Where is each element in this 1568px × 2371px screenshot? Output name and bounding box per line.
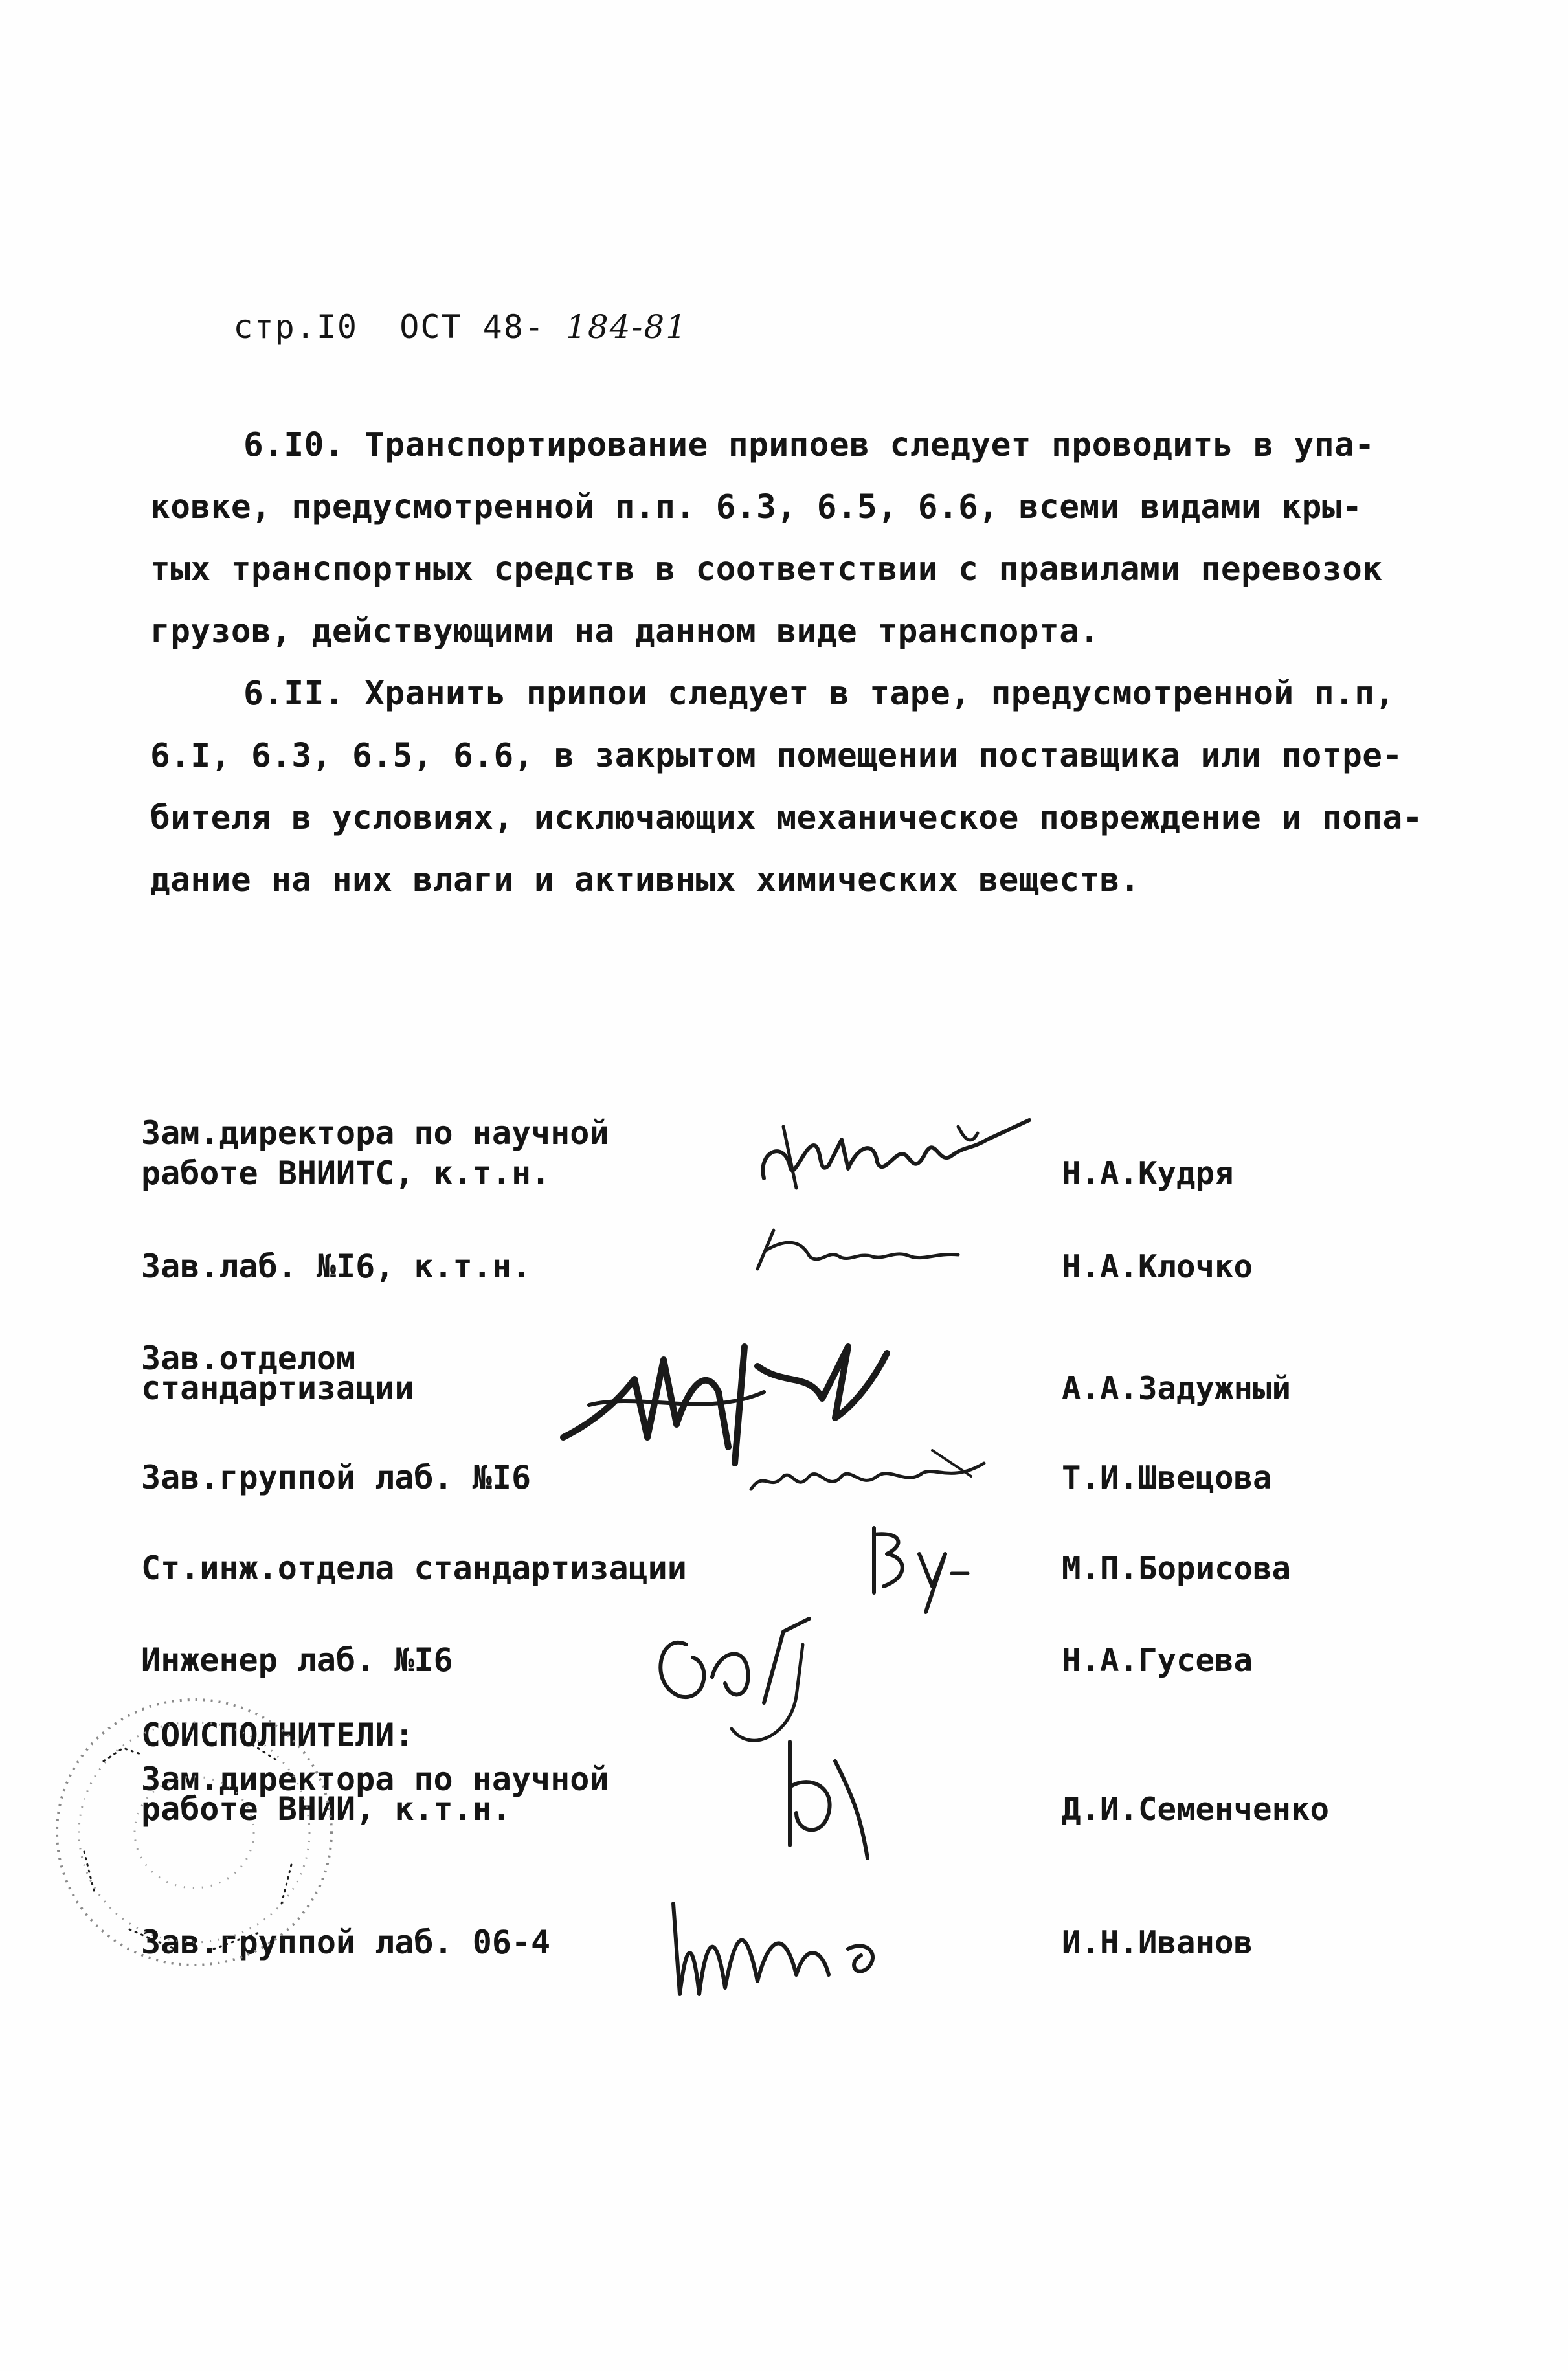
standard-number-handwritten: 184-81 (566, 308, 688, 346)
signatory-title: Зав.лаб. №I6, к.т.н. (141, 1248, 532, 1285)
signatory-name: М.П.Борисова (1062, 1550, 1292, 1587)
signature-kudrya (745, 1101, 1042, 1204)
official-stamp (32, 1683, 369, 1981)
paragraph-line: 6.I0. Транспортирование припоев следует проводить в упа- (243, 426, 1375, 464)
signature-semenchenko (757, 1722, 900, 1865)
signatory-name: Н.А.Кудря (1062, 1155, 1234, 1192)
signatory-title: стандартизации (141, 1369, 414, 1407)
signatory-title: Ст.инж.отдела стандартизации (141, 1549, 687, 1587)
signature-klochko (738, 1211, 984, 1288)
signatory-title: Зав.отделом (141, 1340, 356, 1377)
signatory-name: Т.И.Швецова (1062, 1459, 1272, 1496)
paragraph-line: грузов, действующими на данном виде транспорта. (150, 612, 1100, 651)
signatory-name: Н.А.Клочко (1062, 1248, 1253, 1285)
paragraph-line: ковке, предусмотренной п.п. 6.3, 6.5, 6.6, всеми видами кры- (150, 488, 1363, 526)
signature-ivanov (654, 1878, 926, 2020)
signatory-title: работе ВНИИ, к.т.н. (141, 1790, 511, 1828)
signatory-name: Н.А.Гусева (1062, 1642, 1253, 1679)
paragraph-line: бителя в условиях, исключающих механическое повреждение и попа- (150, 799, 1423, 837)
signatory-title: Зам.директора по научной (141, 1114, 609, 1152)
signatory-title: Инженер лаб. №I6 (141, 1641, 453, 1679)
signatory-title: работе ВНИИТС, к.т.н. (141, 1154, 551, 1192)
coexecutors-heading: СОИСПОЛНИТЕЛИ: (141, 1716, 414, 1754)
paragraph-line: дание на них влаги и активных химических веществ. (150, 861, 1141, 899)
signatory-title: Зам.директора по научной (141, 1760, 609, 1798)
paragraph-line: 6.II. Хранить припои следует в таре, предусмотренной п.п, (243, 675, 1395, 713)
page-reference: стр.I0 ОСТ 48- (233, 308, 566, 346)
signatory-name: А.А.Задужный (1062, 1370, 1292, 1407)
signature-shvetsova (738, 1437, 997, 1509)
signatory-name: Д.И.Семенченко (1062, 1791, 1330, 1828)
page-header (150, 271, 688, 383)
signatory-title: Зав.группой лаб. №I6 (141, 1459, 532, 1496)
paragraph-line: 6.I, 6.3, 6.5, 6.6, в закрытом помещении поставщика или потре- (150, 737, 1403, 775)
paragraph-line: тых транспортных средств в соответствии с правилами перевозок (150, 550, 1383, 589)
signatory-name: И.Н.Иванов (1062, 1924, 1253, 1961)
signatory-title: Зав.группой лаб. 06-4 (141, 1924, 551, 1961)
signature-borisova (848, 1515, 978, 1619)
